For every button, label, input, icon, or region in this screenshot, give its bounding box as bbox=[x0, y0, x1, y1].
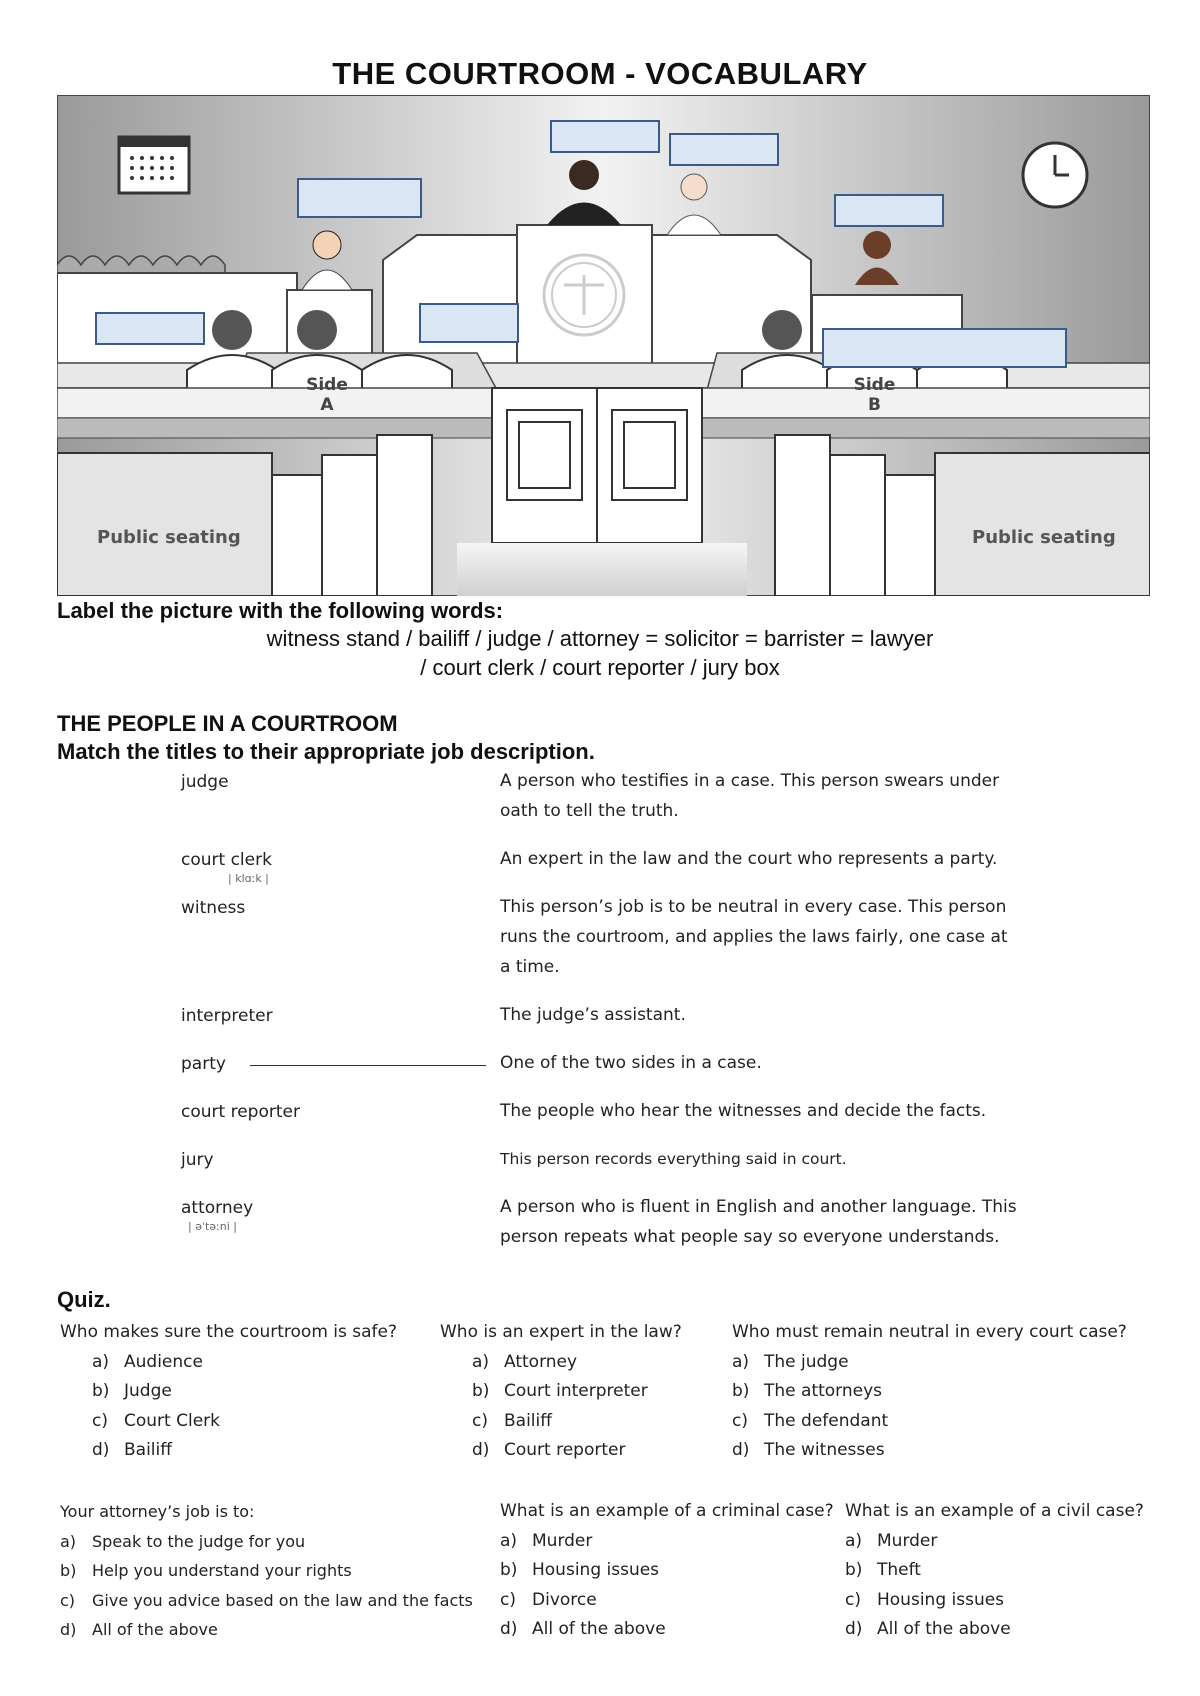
courtroom-illustration bbox=[57, 95, 1150, 596]
clock-icon bbox=[1023, 143, 1087, 207]
option-d[interactable]: d) Bailiff bbox=[92, 1440, 172, 1460]
option-a[interactable]: a) Murder bbox=[845, 1530, 938, 1551]
option-a[interactable]: a) Murder bbox=[500, 1530, 593, 1551]
option-c[interactable]: c) Housing issues bbox=[845, 1589, 1005, 1610]
option-d[interactable]: d) The witnesses bbox=[732, 1440, 885, 1460]
side-b-label: Side B bbox=[853, 375, 896, 415]
term-court-reporter: court reporter bbox=[181, 1102, 300, 1122]
description-5: One of the two sides in a case. bbox=[500, 1053, 762, 1073]
description-4: The judge’s assistant. bbox=[500, 1005, 686, 1025]
term-jury: jury bbox=[181, 1150, 214, 1170]
pronunciation-court-clerk: | klɑːk | bbox=[228, 872, 269, 885]
pronunciation-attorney: | əˈtəːni | bbox=[188, 1220, 238, 1233]
quiz-question-1 bbox=[60, 1318, 430, 1466]
term-judge: judge bbox=[181, 772, 229, 792]
option-b[interactable]: b) Court interpreter bbox=[472, 1381, 648, 1401]
question-text: Your attorney’s job is to: bbox=[60, 1502, 255, 1521]
description-1: A person who testifies in a case. This person swears under oath to tell the truth. bbox=[500, 771, 1000, 821]
option-b[interactable]: b) The attorneys bbox=[732, 1381, 883, 1401]
match-instruction: Match the titles to their appropriate job description. bbox=[57, 739, 595, 764]
match-line bbox=[250, 1065, 486, 1066]
quiz-heading: Quiz. bbox=[57, 1287, 111, 1312]
option-a[interactable]: a) Speak to the judge for you bbox=[60, 1531, 306, 1551]
question-text: What is an example of a civil case? bbox=[845, 1501, 1144, 1521]
page-title: THE COURTROOM - VOCABULARY bbox=[332, 56, 868, 91]
quiz-question-4 bbox=[60, 1497, 500, 1645]
label-box-attorney[interactable] bbox=[297, 178, 422, 218]
option-a[interactable]: a) Audience bbox=[92, 1351, 203, 1372]
public-seating-left-label: Public seating bbox=[97, 527, 241, 548]
option-d[interactable]: d) All of the above bbox=[500, 1619, 666, 1639]
option-d[interactable]: d) All of the above bbox=[845, 1619, 1011, 1639]
label-box-court-clerk[interactable] bbox=[419, 303, 519, 343]
description-7: This person records everything said in court. bbox=[500, 1150, 847, 1168]
question-text: Who makes sure the courtroom is safe? bbox=[60, 1322, 398, 1342]
quiz-question-2 bbox=[440, 1318, 720, 1466]
word-bank-line-2: / court clerk / court reporter / jury box bbox=[420, 655, 780, 680]
option-c[interactable]: c) The defendant bbox=[732, 1410, 889, 1431]
word-bank-line-1: witness stand / bailiff / judge / attorney = solicitor = barrister = lawyer bbox=[266, 626, 934, 651]
description-3: This person’s job is to be neutral in every case. This person runs the courtroom, and applies the laws fairly, one case at a time. bbox=[500, 897, 1008, 977]
description-6: The people who hear the witnesses and decide the facts. bbox=[500, 1101, 987, 1121]
description-8: A person who is fluent in English and another language. This person repeats what people say so everyone understands. bbox=[500, 1197, 1017, 1247]
option-a[interactable]: a) The judge bbox=[732, 1351, 849, 1372]
people-heading: THE PEOPLE IN A COURTROOM bbox=[57, 711, 398, 736]
side-a-label: Side A bbox=[306, 375, 348, 415]
option-b[interactable]: b) Help you understand your rights bbox=[60, 1561, 352, 1580]
description-2: An expert in the law and the court who represents a party. bbox=[500, 849, 998, 869]
term-attorney: attorney bbox=[181, 1198, 254, 1218]
calendar-icon bbox=[119, 137, 189, 193]
option-b[interactable]: b) Judge bbox=[92, 1381, 172, 1401]
question-text: Who must remain neutral in every court case? bbox=[732, 1322, 1127, 1342]
label-box-witness-stand[interactable] bbox=[822, 328, 1067, 368]
quiz-question-6 bbox=[845, 1497, 1185, 1645]
question-text: Who is an expert in the law? bbox=[440, 1322, 682, 1342]
public-seating-right-label: Public seating bbox=[972, 527, 1116, 548]
term-party: party bbox=[181, 1054, 226, 1074]
option-b[interactable]: b) Housing issues bbox=[500, 1560, 660, 1580]
term-court-clerk: court clerk bbox=[181, 850, 272, 870]
option-b[interactable]: b) Theft bbox=[845, 1560, 921, 1580]
label-instruction: Label the picture with the following words: bbox=[57, 598, 504, 623]
option-c[interactable]: c) Bailiff bbox=[472, 1410, 552, 1431]
option-c[interactable]: c) Divorce bbox=[500, 1589, 597, 1610]
term-interpreter: interpreter bbox=[181, 1006, 273, 1026]
quiz-question-5 bbox=[500, 1497, 840, 1645]
option-d[interactable]: d) Court reporter bbox=[472, 1440, 626, 1460]
option-c[interactable]: c) Court Clerk bbox=[92, 1410, 220, 1431]
label-box-bailiff[interactable] bbox=[834, 194, 944, 227]
option-d[interactable]: d) All of the above bbox=[60, 1620, 218, 1639]
label-box-judge[interactable] bbox=[550, 120, 660, 153]
label-box-jury-box[interactable] bbox=[95, 312, 205, 345]
option-c[interactable]: c) Give you advice based on the law and the facts bbox=[60, 1590, 473, 1610]
term-witness: witness bbox=[181, 898, 246, 918]
option-a[interactable]: a) Attorney bbox=[472, 1351, 578, 1372]
quiz-question-3 bbox=[732, 1318, 1172, 1466]
question-text: What is an example of a criminal case? bbox=[500, 1501, 834, 1521]
label-box-court-reporter[interactable] bbox=[669, 133, 779, 166]
